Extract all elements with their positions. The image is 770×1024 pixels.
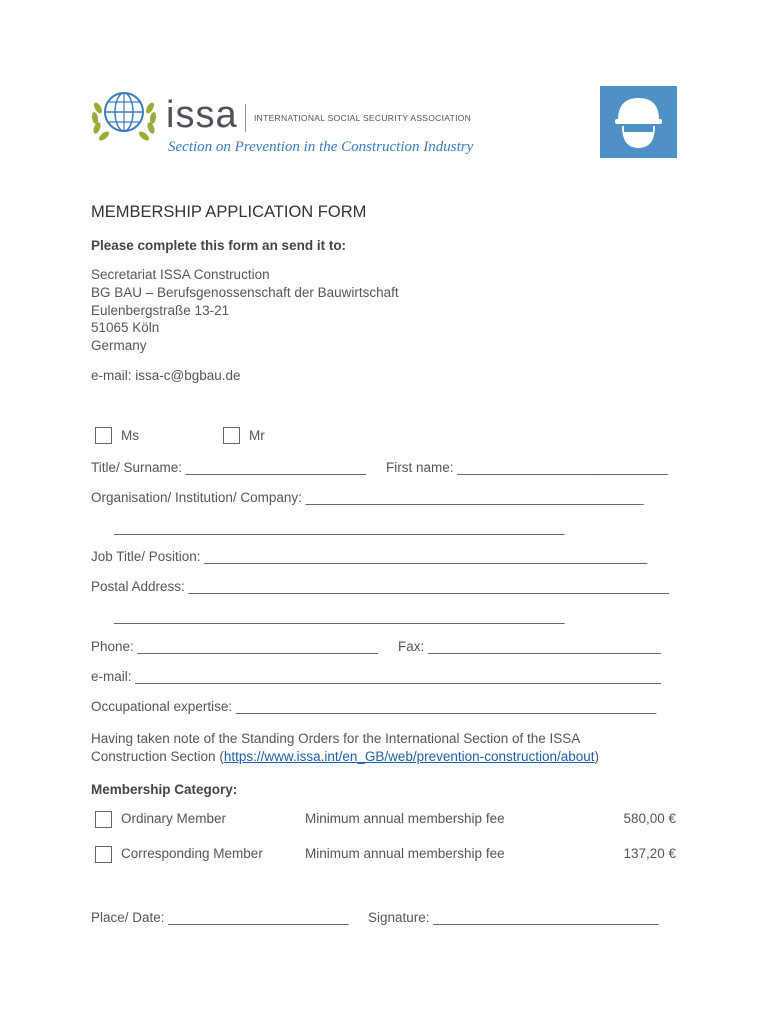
contact-email: e-mail: issa-c@bgbau.de <box>91 368 241 383</box>
occupational-expertise-field[interactable]: Occupational expertise: ________________________________________________________ <box>91 699 657 714</box>
note-suffix: ) <box>594 749 600 764</box>
address-line: BG BAU – Berufsgenossenschaft der Bauwirtschaft <box>91 285 399 300</box>
address-line: 51065 Köln <box>91 320 160 335</box>
ordinary-fee-amount: 580,00 € <box>623 811 676 826</box>
instruction-text: Please complete this form an send it to: <box>91 238 347 253</box>
mr-label: Mr <box>249 428 265 443</box>
association-name: INTERNATIONAL SOCIAL SECURITY ASSOCIATION <box>254 113 472 123</box>
corresponding-member-label: Corresponding Member <box>121 846 263 861</box>
job-title-field[interactable]: Job Title/ Position: ___________________________________________________________ <box>91 549 648 564</box>
ordinary-member-label: Ordinary Member <box>121 811 227 826</box>
phone-field[interactable]: Phone: ________________________________ <box>91 639 378 654</box>
address-line: Secretariat ISSA Construction <box>91 267 270 282</box>
corresponding-fee-label: Minimum annual membership fee <box>305 846 505 861</box>
corresponding-member-checkbox[interactable] <box>95 846 112 863</box>
standing-orders-link[interactable]: https://www.issa.int/en_GB/web/prevention-construction/about <box>223 749 595 764</box>
mr-checkbox[interactable] <box>223 427 240 444</box>
ordinary-fee-label: Minimum annual membership fee <box>305 811 505 826</box>
issa-logo-text: issa <box>166 94 238 136</box>
email-field[interactable]: e-mail: ______________________________________________________________________ <box>91 669 661 684</box>
form-title: MEMBERSHIP APPLICATION FORM <box>91 203 367 221</box>
note-prefix: Construction Section ( <box>91 749 224 764</box>
standing-orders-note-line2 <box>91 750 599 764</box>
ms-checkbox[interactable] <box>95 427 112 444</box>
standing-orders-note: Having taken note of the Standing Orders for the International Section of the ISSA <box>91 731 581 746</box>
membership-category-heading: Membership Category: <box>91 782 238 797</box>
ordinary-member-checkbox[interactable] <box>95 811 112 828</box>
postal-address-field[interactable]: Postal Address: ________________________________________________________________ <box>91 579 670 594</box>
section-name: Section on Prevention in the Construction Industry <box>168 139 474 155</box>
issa-globe-logo <box>88 88 160 144</box>
place-date-field[interactable]: Place/ Date: ________________________ <box>91 910 349 925</box>
address-line: Eulenbergstraße 13-21 <box>91 303 230 318</box>
fax-field[interactable]: Fax: _______________________________ <box>398 639 661 654</box>
postal-address-field-continued[interactable]: ____________________________________________________________ <box>114 609 565 624</box>
corresponding-fee-amount: 137,20 € <box>623 846 676 861</box>
organisation-field-continued[interactable]: ____________________________________________________________ <box>114 520 565 535</box>
logo-divider <box>245 104 246 132</box>
signature-field[interactable]: Signature: ______________________________ <box>368 910 659 925</box>
organisation-field[interactable]: Organisation/ Institution/ Company: _____________________________________________ <box>91 490 644 505</box>
title-surname-field[interactable]: Title/ Surname: ________________________ <box>91 460 366 475</box>
ms-label: Ms <box>121 428 139 443</box>
construction-worker-icon <box>600 86 677 158</box>
first-name-field[interactable]: First name: ____________________________ <box>386 460 668 475</box>
address-line: Germany <box>91 338 147 353</box>
